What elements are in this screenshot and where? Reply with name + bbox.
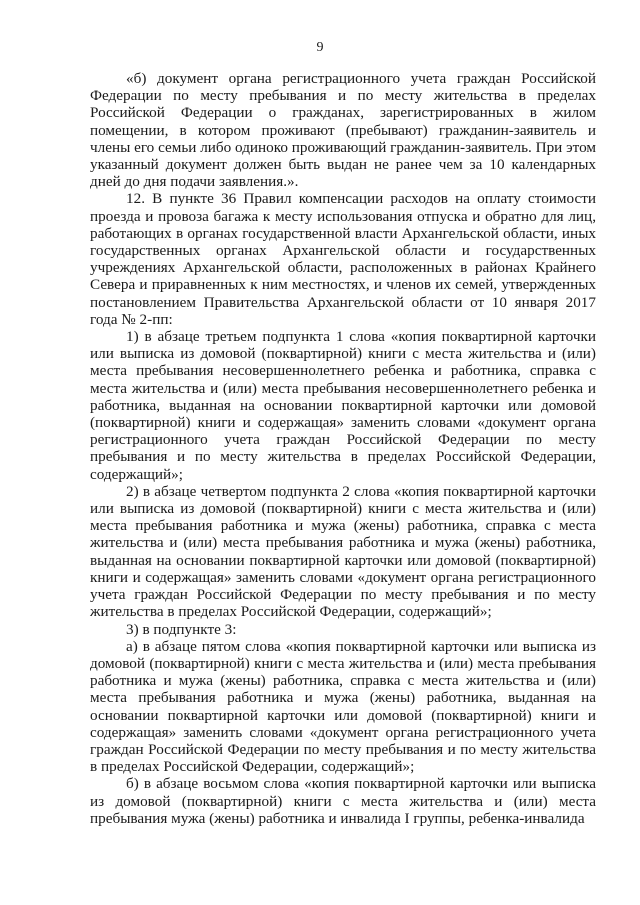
paragraph-subitem-3b: б) в абзаце восьмом слова «копия поквартирной карточки или выписка из домовой (поквартирной) книги с места жительства и (или) места пребывания мужа (жены) работника и инвалида I группы, ребенка-инвалида [90, 775, 596, 827]
paragraph-subitem-3a: а) в абзаце пятом слова «копия поквартирной карточки или выписка из домовой (поквартирной) книги с места жительства и (или) места пребывания работника и мужа (жены) работника, справка с места жительства и (или) места пребывания работника и мужа (жены) работника, выданная на основании поквартирной карточки или домовой (поквартирной) книги и содержащая» заменить словами «документ органа регистрационного учета граждан Российской Федерации по месту пребывания и по месту жительства в пределах Российской Федерации, содержащий»; [90, 637, 596, 776]
paragraph-subitem-b-replacement: «б) документ органа регистрационного учета граждан Российской Федерации по месту пребывания и по месту жительства в пределах Российской Федерации о гражданах, зарегистрированных в жилом помещении, в котором проживают (пребывают) гражданин-заявитель и члены его семьи либо одиноко проживающий гражданин-заявитель. При этом указанный документ должен быть выдан не ранее чем за 10 календарных дней до дня подачи заявления.». [90, 70, 596, 191]
document-body [90, 70, 596, 827]
paragraph-subitem-2: 2) в абзаце четвертом подпункта 2 слова «копия поквартирной карточки или выписка из домовой (поквартирной) книги с места жительства и (или) места пребывания работника и мужа (жены) работника, справка с места жительства и (или) места пребывания работника и мужа (жены) работника, выданная на основании поквартирной карточки или домовой (поквартирной) книги и содержащая» заменить словами «документ органа регистрационного учета граждан Российской Федерации по месту пребывания и по месту жительства в пределах Российской Федерации, содержащий»; [90, 482, 596, 621]
paragraph-item-12: 12. В пункте 36 Правил компенсации расходов на оплату стоимости проезда и провоза багажа к месту использования отпуска и обратно для лиц, работающих в органах государственной власти Архангельской области, иных государственных органах Архангельской области и государственных учреждениях Архангельской области, расположенных в районах Крайнего Севера и приравненных к ним местностях, и членов их семей, утвержденных постановлением Правительства Архангельской области от 10 января 2017 года № 2-пп: [90, 190, 596, 328]
page-number: 9 [316, 40, 324, 55]
paragraph-subitem-1: 1) в абзаце третьем подпункта 1 слова «копия поквартирной карточки или выписка из домовой (поквартирной) книги с места жительства и (или) места пребывания несовершеннолетнего ребенка и работника, справка с места жительства и (или) места пребывания несовершеннолетнего ребенка и работника, выданная на основании поквартирной карточки или домовой (поквартирной) книги и содержащая» заменить словами «документ органа регистрационного учета граждан Российской Федерации по месту пребывания и по месту жительства в пределах Российской Федерации, содержащий»; [90, 328, 596, 483]
paragraph-subitem-3: 3) в подпункте 3: [126, 620, 237, 638]
